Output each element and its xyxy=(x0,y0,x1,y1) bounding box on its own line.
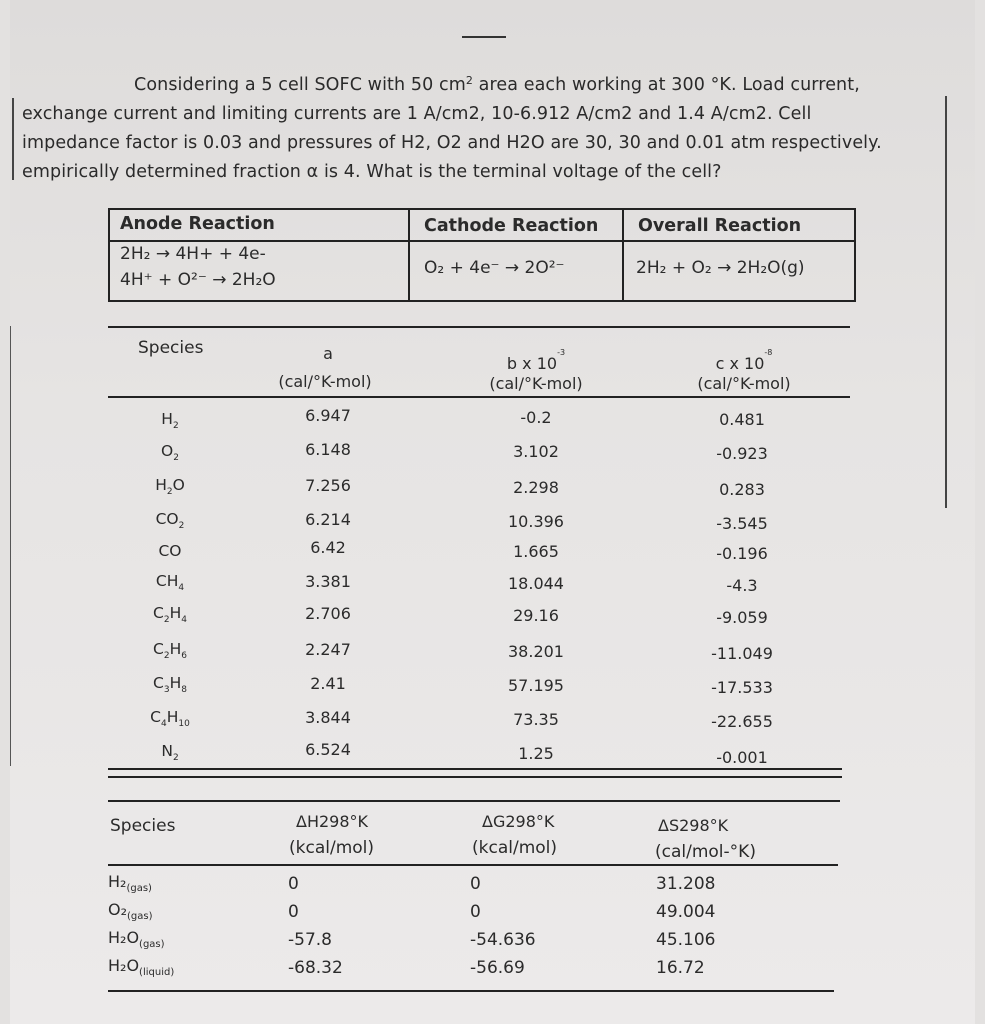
c-unit: (cal/°K-mol) xyxy=(697,374,791,393)
c-value: -9.059 xyxy=(716,608,768,627)
b-value: 3.102 xyxy=(513,442,559,461)
question-paragraph xyxy=(22,66,952,187)
c-value: -0.196 xyxy=(716,544,768,563)
c-value: -4.3 xyxy=(726,576,758,595)
dg-value: 0 xyxy=(470,902,481,922)
a-value: 6.148 xyxy=(305,440,351,459)
ds-header: ΔS298°K xyxy=(658,816,729,835)
species-formula: CO xyxy=(158,542,182,560)
ds-value: 49.004 xyxy=(656,902,716,922)
c-header: c x $10^{-8}$ xyxy=(715,348,773,373)
a-value: 6.947 xyxy=(305,406,351,425)
species-formula: $C_3H_8$ xyxy=(153,674,187,696)
dg-value: 0 xyxy=(470,874,481,894)
c-value: -11.049 xyxy=(711,644,773,663)
b-value: 57.195 xyxy=(508,676,564,695)
dg-value: -54.636 xyxy=(470,930,536,950)
thermo-species: $H_2O_{(liquid)}$ xyxy=(108,956,175,979)
species-formula: $C_2H_6$ xyxy=(153,640,187,662)
question-line-1: Considering a 5 cell SOFC with 50 $cm^2$ area each working at 300 °K. Load current, xyxy=(134,74,860,95)
anode-reaction-2: 4H⁺ + O²⁻ → 2H₂O xyxy=(120,270,276,290)
thermo-species: $H_2O_{(gas)}$ xyxy=(108,928,165,951)
species-formula: $C_4H_{10}$ xyxy=(150,708,190,730)
c-value: -0.001 xyxy=(716,748,768,767)
a-value: 3.844 xyxy=(305,708,351,727)
ds-unit: (cal/mol-°K) xyxy=(655,842,756,862)
b-value: 18.044 xyxy=(508,574,564,593)
b-value: 2.298 xyxy=(513,478,559,497)
left-margin-line-lower xyxy=(10,326,11,766)
species-formula: $C_2H_4$ xyxy=(153,604,187,626)
b-value: 1.665 xyxy=(513,542,559,561)
dh-value: 0 xyxy=(288,874,299,894)
species-table-top-rule xyxy=(108,326,850,328)
dg-value: -56.69 xyxy=(470,958,525,978)
overall-reaction: 2H₂ + O₂ → 2H₂O(g) xyxy=(636,258,805,278)
a-value: 6.524 xyxy=(305,740,351,759)
a-value: 7.256 xyxy=(305,476,351,495)
a-value: 2.41 xyxy=(310,674,346,693)
dh-header: ΔH298°K xyxy=(296,812,369,831)
anode-reaction-1: 2H₂ → 4H+ + 4e- xyxy=(120,244,266,264)
c-value: 0.481 xyxy=(719,410,765,429)
dh-value: 0 xyxy=(288,902,299,922)
a-header: a xyxy=(323,344,333,363)
c-value: -3.545 xyxy=(716,514,768,533)
cathode-header: Cathode Reaction xyxy=(424,216,599,236)
dh-value: -68.32 xyxy=(288,958,343,978)
a-value: 3.381 xyxy=(305,572,351,591)
left-margin-line xyxy=(12,98,14,180)
reactions-col-divider-2 xyxy=(622,210,624,300)
species-table-bottom-rule xyxy=(108,768,842,770)
thermo-table-header-rule xyxy=(108,864,838,866)
anode-header: Anode Reaction xyxy=(120,214,275,234)
dg-header: ΔG298°K xyxy=(482,812,555,831)
thermo-table-bottom-rule xyxy=(108,990,834,992)
thermo-species: $H_2_{(gas)}$ xyxy=(108,872,152,895)
ds-value: 16.72 xyxy=(656,958,705,978)
dh-value: -57.8 xyxy=(288,930,332,950)
ds-value: 45.106 xyxy=(656,930,716,950)
overall-header: Overall Reaction xyxy=(638,216,802,236)
c-value: -0.923 xyxy=(716,444,768,463)
cathode-reaction: O₂ + 4e⁻ → 2O²⁻ xyxy=(424,258,565,278)
species-formula: $N_2$ xyxy=(161,742,179,764)
species-table-bottom-rule-2 xyxy=(108,776,842,778)
species-table-header-rule xyxy=(108,396,850,398)
thermo-species-header: Species xyxy=(110,816,176,836)
c-value: -17.533 xyxy=(711,678,773,697)
a-unit: (cal/°K-mol) xyxy=(278,372,372,391)
top-divider xyxy=(462,36,506,38)
dg-unit: (kcal/mol) xyxy=(472,838,558,858)
species-formula: $CH_4$ xyxy=(155,572,185,594)
a-value: 6.214 xyxy=(305,510,351,529)
c-value: 0.283 xyxy=(719,480,765,499)
species-formula: $H_2$ xyxy=(161,410,179,432)
thermo-table-top-rule xyxy=(108,800,840,802)
reactions-header-divider xyxy=(110,240,854,242)
b-header: b x $10^{-3}$ xyxy=(506,348,566,373)
dh-unit: (kcal/mol) xyxy=(289,838,375,858)
reactions-table xyxy=(108,208,856,302)
b-value: 29.16 xyxy=(513,606,559,625)
b-value: 10.396 xyxy=(508,512,564,531)
species-header: Species xyxy=(138,338,204,358)
a-value: 6.42 xyxy=(310,538,346,557)
species-formula: $H_2O$ xyxy=(155,476,185,498)
b-value: -0.2 xyxy=(520,408,552,427)
question-line-3: impedance factor is 0.03 and pressures of H2, O2 and H2O are 30, 30 and 0.01 atm respectively. xyxy=(22,133,882,153)
b-unit: (cal/°K-mol) xyxy=(489,374,583,393)
thermo-species: $O_2_{(gas)}$ xyxy=(108,900,153,923)
a-value: 2.706 xyxy=(305,604,351,623)
question-line-2: exchange current and limiting currents are 1 A/cm2, 10-6.912 A/cm2 and 1.4 A/cm2. Cell xyxy=(22,104,812,124)
species-formula: $CO_2$ xyxy=(155,510,185,532)
b-value: 73.35 xyxy=(513,710,559,729)
a-value: 2.247 xyxy=(305,640,351,659)
ds-value: 31.208 xyxy=(656,874,716,894)
species-formula: $O_2$ xyxy=(161,442,179,464)
b-value: 38.201 xyxy=(508,642,564,661)
c-value: -22.655 xyxy=(711,712,773,731)
reactions-col-divider-1 xyxy=(408,210,410,300)
question-line-4: empirically determined fraction α is 4. What is the terminal voltage of the cell? xyxy=(22,162,722,182)
b-value: 1.25 xyxy=(518,744,554,763)
